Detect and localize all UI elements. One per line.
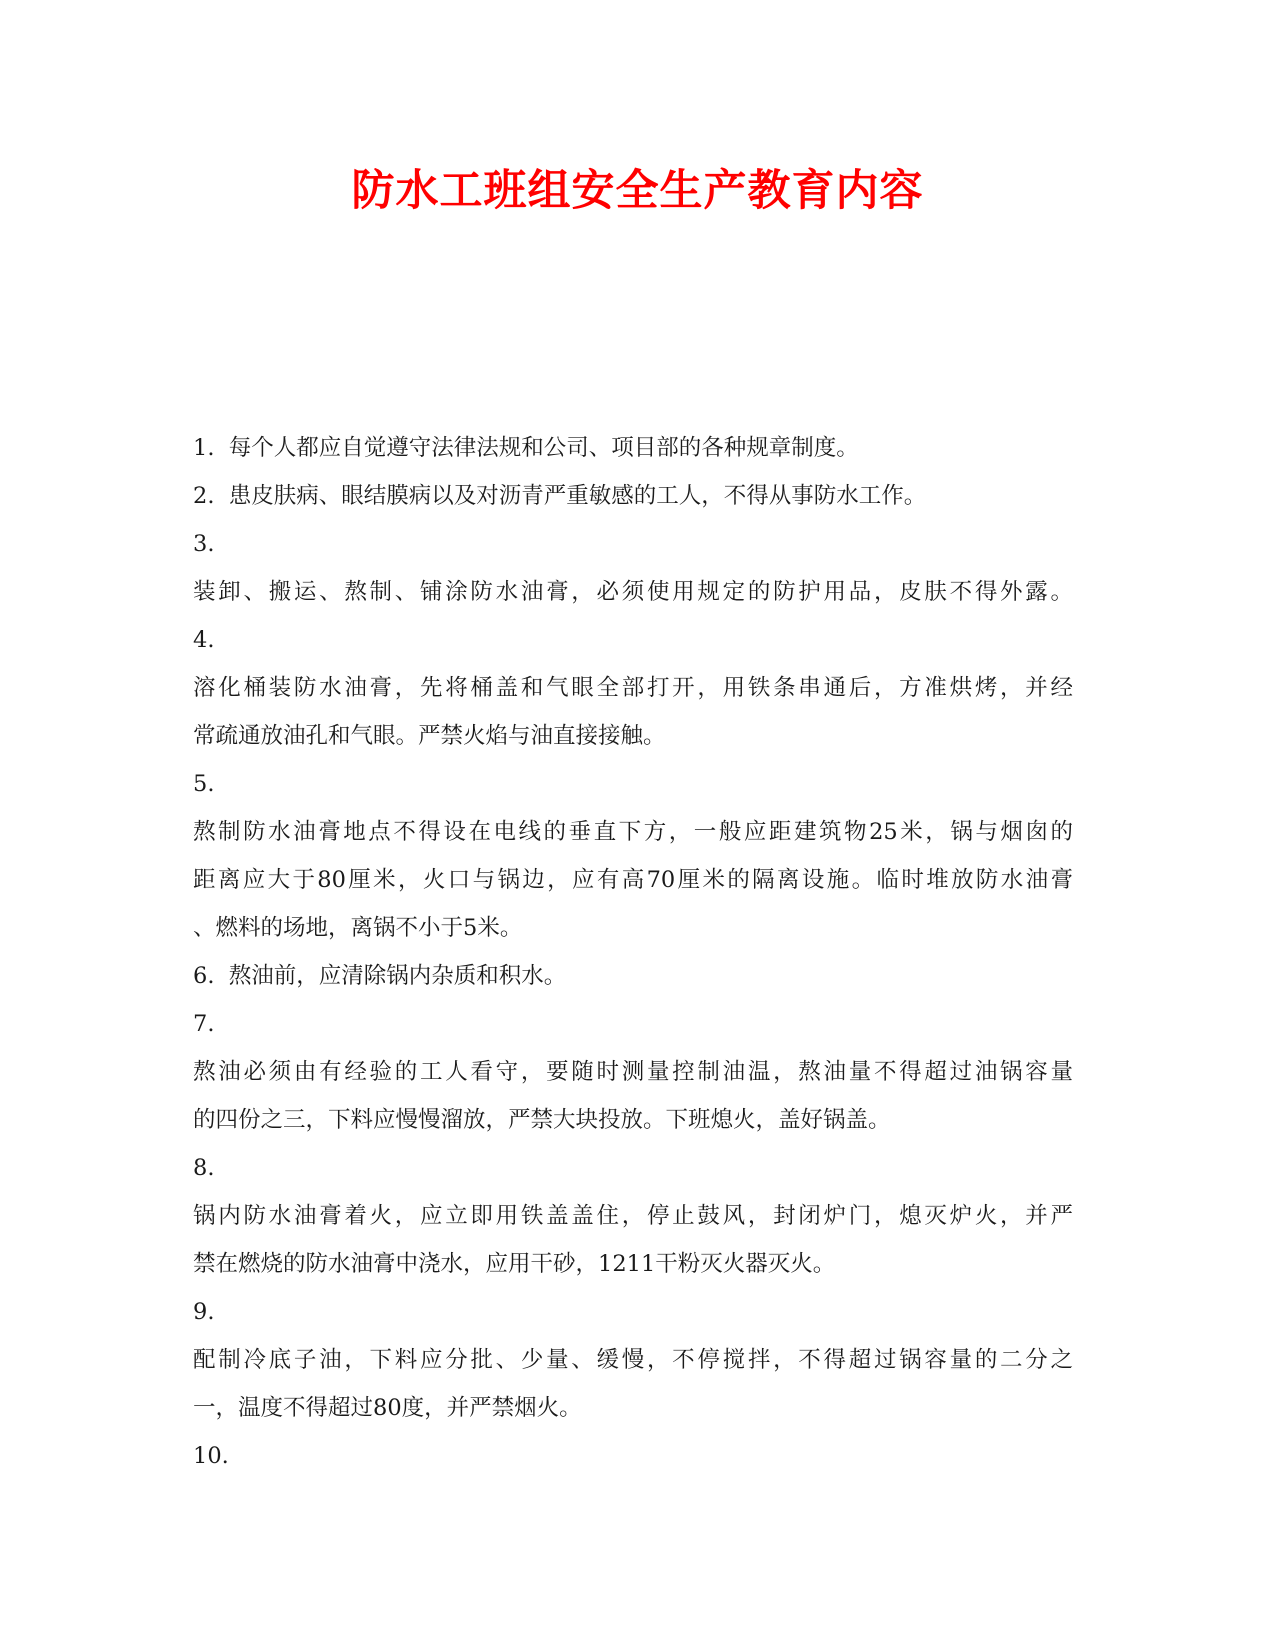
body-line-11: 、燃料的场地，离锅不小于5米。: [193, 915, 523, 941]
document-body: [193, 424, 1073, 1480]
body-line-9: 熬制防水油膏地点不得设在电线的垂直下方，一般应距建筑物25米，锅与烟囱的: [193, 819, 1073, 845]
body-line-12: 6. 熬油前，应清除锅内杂质和积水。: [193, 963, 567, 989]
body-line-1: 1. 每个人都应自觉遵守法律法规和公司、项目部的各种规章制度。: [193, 435, 859, 461]
document-title: 防水工班组安全生产教育内容: [351, 166, 924, 216]
body-line-18: 禁在燃烧的防水油膏中浇水，应用干砂，1211干粉灭火器灭火。: [193, 1251, 836, 1277]
body-line-8: 5.: [193, 771, 215, 797]
body-line-5: 4.: [193, 627, 215, 653]
body-line-22: 10.: [193, 1443, 229, 1469]
body-line-4: 装卸、搬运、熬制、铺涂防水油膏，必须使用规定的防护用品，皮肤不得外露。: [193, 579, 1073, 605]
body-line-10: 距离应大于80厘米，火口与锅边，应有高70厘米的隔离设施。临时堆放防水油膏: [193, 867, 1073, 893]
body-line-7: 常疏通放油孔和气眼。严禁火焰与油直接接触。: [193, 723, 666, 749]
body-line-20: 配制冷底子油，下料应分批、少量、缓慢，不停搅拌，不得超过锅容量的二分之: [193, 1347, 1073, 1373]
body-line-3: 3.: [193, 531, 215, 557]
body-line-19: 9.: [193, 1299, 215, 1325]
body-line-15: 的四份之三，下料应慢慢溜放，严禁大块投放。下班熄火，盖好锅盖。: [193, 1107, 891, 1133]
body-line-13: 7.: [193, 1011, 215, 1037]
body-line-14: 熬油必须由有经验的工人看守，要随时测量控制油温，熬油量不得超过油锅容量: [193, 1059, 1073, 1085]
body-line-21: 一，温度不得超过80度，并严禁烟火。: [193, 1395, 582, 1421]
body-line-6: 溶化桶装防水油膏，先将桶盖和气眼全部打开，用铁条串通后，方准烘烤，并经: [193, 675, 1073, 701]
body-line-17: 锅内防水油膏着火，应立即用铁盖盖住，停止鼓风，封闭炉门，熄灭炉火，并严: [193, 1203, 1073, 1229]
body-line-16: 8.: [193, 1155, 215, 1181]
body-line-2: 2. 患皮肤病、眼结膜病以及对沥青严重敏感的工人，不得从事防水工作。: [193, 483, 927, 509]
